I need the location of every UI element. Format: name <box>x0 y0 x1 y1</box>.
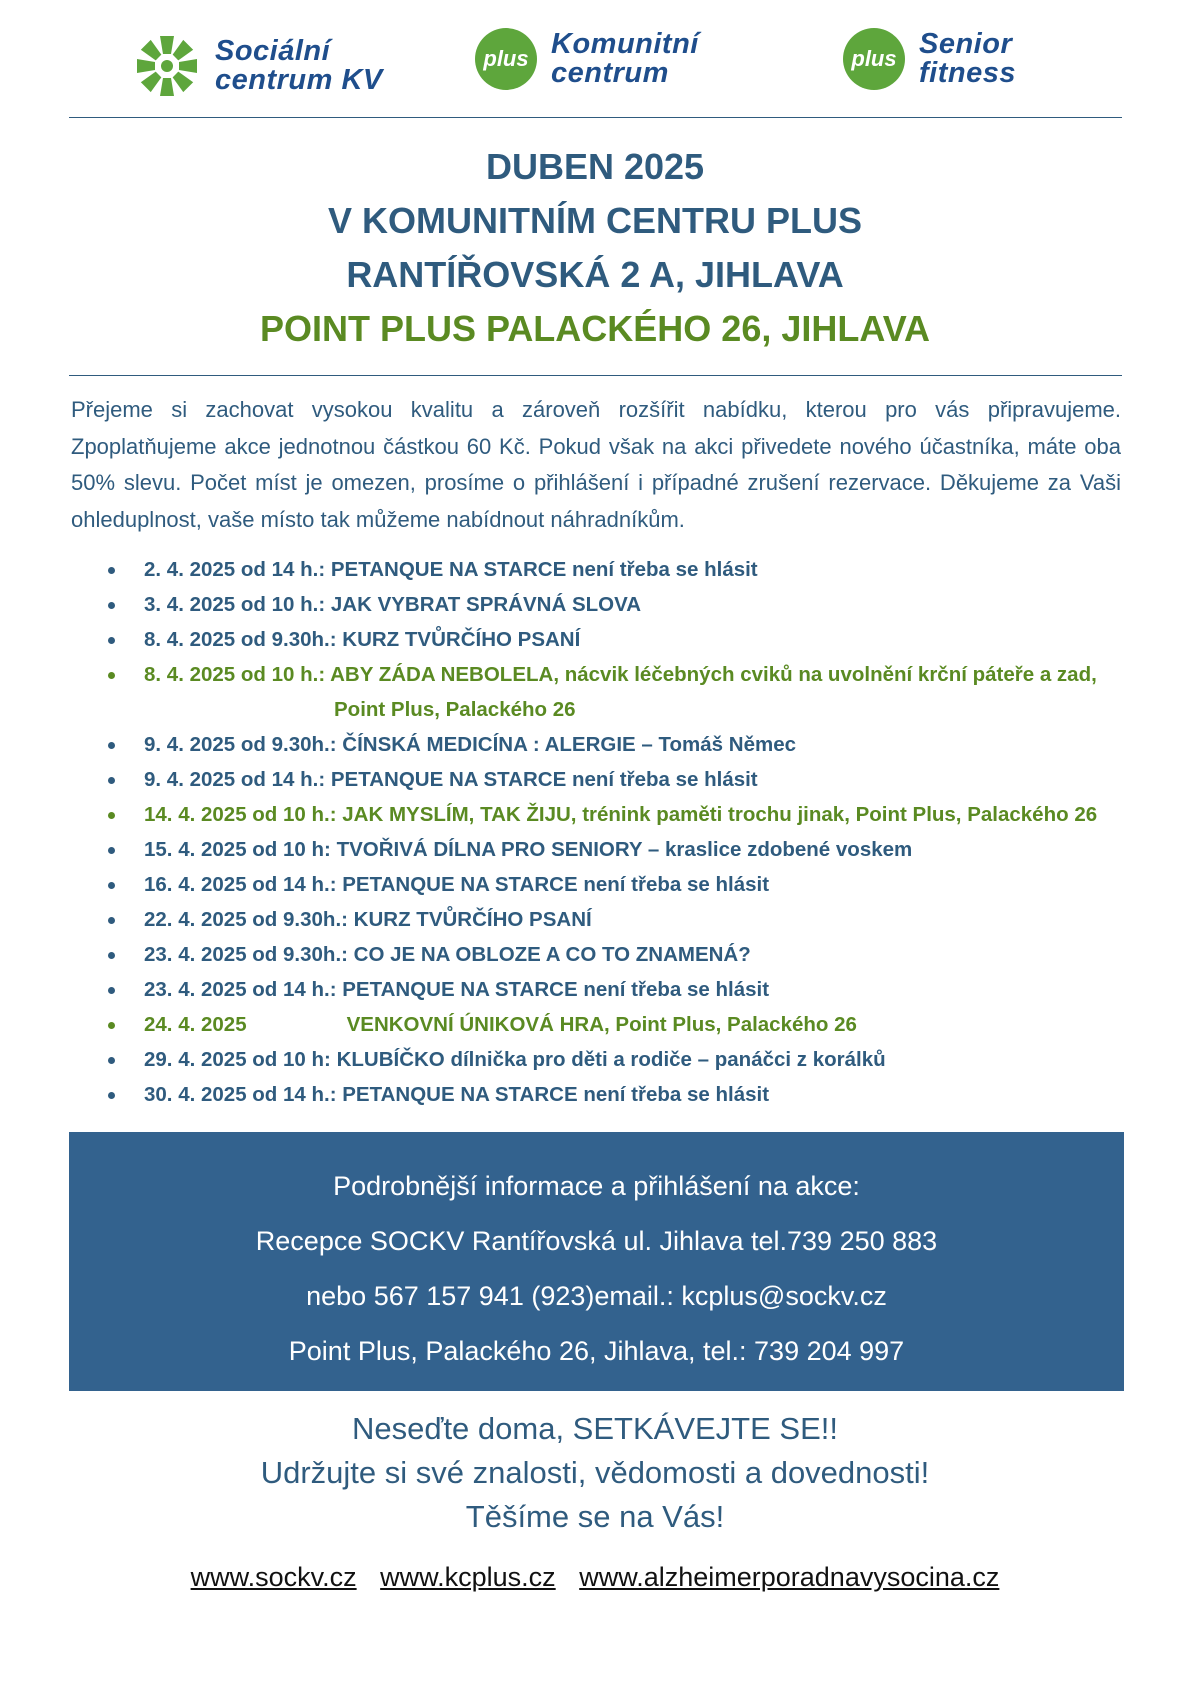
event-text: 9. 4. 2025 od 14 h.: PETANQUE NA STARCE není třeba se hlásit <box>144 768 758 791</box>
logo-line: Senior <box>919 28 1013 60</box>
event-item <box>106 1007 1166 1042</box>
event-item <box>106 902 1166 937</box>
title-address: RANTÍŘOVSKÁ 2 A, JIHLAVA <box>346 254 844 295</box>
senior-fitness-logo <box>843 28 1016 90</box>
event-text: 14. 4. 2025 od 10 h.: JAK MYSLÍM, TAK ŽIJU, trénink paměti trochu jinak, Point Plus, Palackého 26 <box>144 803 1098 826</box>
event-item <box>106 762 1166 797</box>
event-text: 23. 4. 2025 od 9.30h.: CO JE NA OBLOZE A CO TO ZNAMENÁ? <box>144 943 751 966</box>
event-text: 8. 4. 2025 od 9.30h.: KURZ TVŮRČÍHO PSANÍ <box>144 628 581 651</box>
bullet-icon <box>108 812 115 819</box>
plus-badge-icon: plus <box>843 28 905 90</box>
bullet-icon <box>108 777 115 784</box>
event-text: 29. 4. 2025 od 10 h: KLUBÍČKO dílnička pro děti a rodiče – panáčci z korálků <box>144 1048 886 1071</box>
page-title <box>0 140 1190 356</box>
event-text: 22. 4. 2025 od 9.30h.: KURZ TVŮRČÍHO PSANÍ <box>144 908 592 931</box>
logo-bar <box>0 28 1190 108</box>
logo-text <box>215 37 383 95</box>
event-text: 9. 4. 2025 od 9.30h.: ČÍNSKÁ MEDICÍNA : ALERGIE – Tomáš Němec <box>144 733 796 756</box>
bullet-icon <box>108 987 115 994</box>
logo-line: Komunitní <box>551 28 699 60</box>
event-item <box>106 1042 1166 1077</box>
title-point-plus: POINT PLUS PALACKÉHO 26, JIHLAVA <box>259 308 931 349</box>
closing-line: Udržujte si své znalosti, vědomosti a dovednosti! <box>260 1455 930 1490</box>
bullet-icon <box>108 672 115 679</box>
divider <box>69 117 1122 118</box>
event-item <box>106 867 1166 902</box>
logo-line: fitness <box>919 57 1016 89</box>
title-venue: V KOMUNITNÍM CENTRU PLUS <box>328 200 862 241</box>
bullet-icon <box>108 882 115 889</box>
socialni-centrum-logo <box>133 32 383 100</box>
sun-flower-icon <box>133 32 201 100</box>
event-text: 23. 4. 2025 od 14 h.: PETANQUE NA STARCE není třeba se hlásit <box>144 978 770 1001</box>
event-item <box>106 1077 1166 1112</box>
bullet-icon <box>108 637 115 644</box>
info-phone-email: nebo 567 157 941 (923)email.: kcplus@sockv.cz <box>306 1281 887 1311</box>
event-text: 16. 4. 2025 od 14 h.: PETANQUE NA STARCE není třeba se hlásit <box>144 873 770 896</box>
contact-info-box <box>69 1132 1124 1391</box>
event-item <box>106 972 1166 1007</box>
event-location: Point Plus, Palackého 26 <box>334 698 576 721</box>
bullet-icon <box>108 952 115 959</box>
bullet-icon <box>108 742 115 749</box>
logo-text <box>919 30 1016 88</box>
website-links <box>0 1562 1190 1593</box>
bullet-icon <box>108 917 115 924</box>
logo-line: centrum KV <box>215 64 383 96</box>
event-text: 2. 4. 2025 od 14 h.: PETANQUE NA STARCE není třeba se hlásit <box>144 558 758 581</box>
logo-text <box>551 30 699 88</box>
event-detail: VENKOVNÍ ÚNIKOVÁ HRA, Point Plus, Palackého 26 <box>346 1013 857 1036</box>
bullet-icon <box>108 567 115 574</box>
info-point-plus: Point Plus, Palackého 26, Jihlava, tel.: 739 204 997 <box>288 1336 905 1366</box>
info-heading: Podrobnější informace a přihlášení na akce: <box>333 1171 860 1201</box>
event-item <box>106 622 1166 657</box>
intro-paragraph: Přejeme si zachovat vysokou kvalitu a zároveň rozšířit nabídku, kterou pro vás připravujeme. Zpoplatňujeme akce jednotnou částkou 60 Kč. Pokud však na akci přivedete nového účastníka, máte oba 50% slevu. Počet míst je omezen, prosíme o přihlášení i případné zrušení rezervace. Děkujeme za Vaši ohleduplnost, vaše místo tak můžeme nabídnout náhradníkům. <box>71 397 1121 532</box>
event-item <box>106 657 1166 727</box>
bullet-icon <box>108 847 115 854</box>
plus-badge-icon: plus <box>475 28 537 90</box>
title-month: DUBEN 2025 <box>485 146 705 187</box>
info-reception: Recepce SOCKV Rantířovská ul. Jihlava tel.739 250 883 <box>255 1226 938 1256</box>
link-kcplus[interactable]: www.kcplus.cz <box>380 1562 556 1592</box>
event-item <box>106 937 1166 972</box>
komunitni-centrum-logo <box>475 28 699 90</box>
event-list <box>106 552 1166 1112</box>
closing-line: Neseďte doma, SETKÁVEJTE SE!! <box>352 1411 838 1446</box>
logo-line: centrum <box>551 57 669 89</box>
event-item <box>106 552 1166 587</box>
logo-line: Sociální <box>215 35 331 67</box>
bullet-icon <box>108 1057 115 1064</box>
event-item <box>106 832 1166 867</box>
event-item <box>106 727 1166 762</box>
event-text: 30. 4. 2025 od 14 h.: PETANQUE NA STARCE není třeba se hlásit <box>144 1083 770 1106</box>
event-item <box>106 797 1166 832</box>
event-text: 3. 4. 2025 od 10 h.: JAK VYBRAT SPRÁVNÁ SLOVA <box>144 593 642 616</box>
divider <box>69 375 1122 376</box>
closing-line: Těšíme se na Vás! <box>465 1499 725 1534</box>
bullet-icon <box>108 1022 115 1029</box>
link-alzheimer-poradna[interactable]: www.alzheimerporadnavysocina.cz <box>579 1562 1000 1592</box>
link-sockv[interactable]: www.sockv.cz <box>190 1562 357 1592</box>
event-text: 15. 4. 2025 od 10 h: TVOŘIVÁ DÍLNA PRO SENIORY – kraslice zdobené voskem <box>144 838 913 861</box>
bullet-icon <box>108 602 115 609</box>
event-item <box>106 587 1166 622</box>
event-text: 8. 4. 2025 od 10 h.: ABY ZÁDA NEBOLELA, nácvik léčebných cviků na uvolnění krční páteře a zad, <box>144 663 1097 686</box>
event-text: 24. 4. 2025 <box>144 1013 247 1036</box>
closing-message <box>0 1407 1190 1539</box>
bullet-icon <box>108 1092 115 1099</box>
